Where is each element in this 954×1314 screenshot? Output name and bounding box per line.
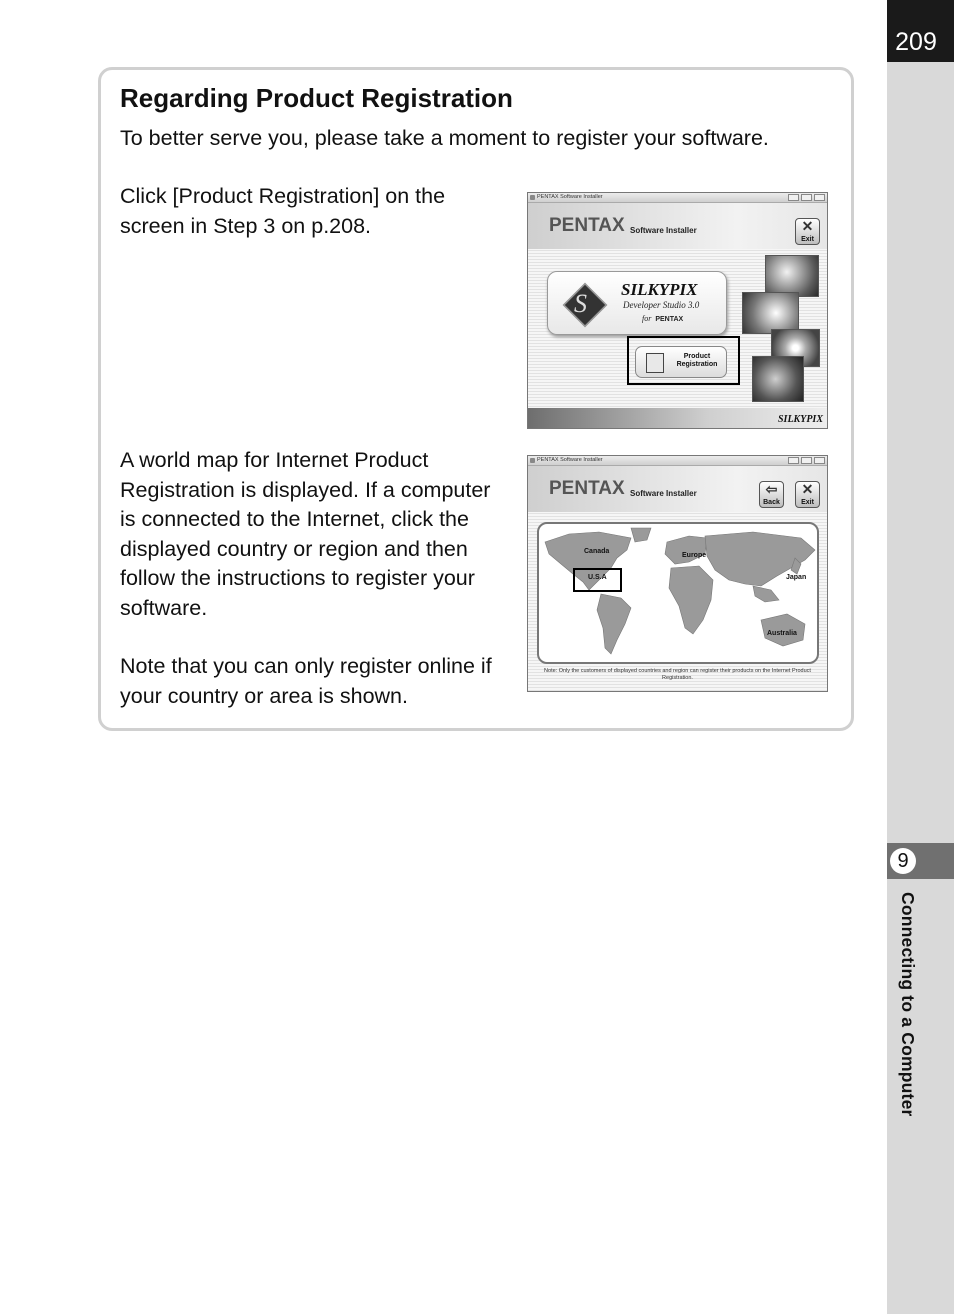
note-text: Note that you can only register online if your country or area is shown.: [120, 654, 492, 708]
exit-button[interactable]: [795, 218, 820, 245]
exit-button[interactable]: [795, 481, 820, 508]
pentax-logo: PENTAX: [549, 215, 625, 236]
region-canada[interactable]: Canada: [584, 548, 610, 555]
app-icon: [530, 195, 535, 200]
highlight-box: [573, 568, 622, 592]
silkypix-for: for PENTAX: [642, 314, 684, 323]
minimize-button[interactable]: [788, 194, 799, 201]
back-arrow-icon: ⇦: [765, 481, 778, 497]
europe-shape: [665, 536, 707, 564]
page-number: 209: [895, 28, 937, 56]
chapter-tab: [887, 843, 954, 879]
sample-photo-people: [742, 292, 799, 334]
southeast-asia-shape: [753, 586, 779, 602]
back-button[interactable]: [759, 481, 784, 508]
app-icon: [530, 458, 535, 463]
window-title: PENTAX Software Installer: [537, 194, 603, 200]
section-title: Regarding Product Registration: [120, 83, 513, 113]
region-australia[interactable]: Australia: [767, 630, 797, 637]
installer-subtitle: Software Installer: [630, 489, 697, 498]
close-window-button[interactable]: [814, 194, 825, 201]
minimize-button[interactable]: [788, 457, 799, 464]
exit-label: Exit: [801, 236, 814, 243]
installer-screenshot-map: [527, 455, 828, 692]
sample-photo-car: [752, 356, 804, 402]
silkypix-install-button[interactable]: S SILKYPIX Developer Studio 3.0 for PENTAX: [547, 271, 727, 335]
pentax-logo: PENTAX: [549, 478, 625, 499]
installer-screenshot-main: [527, 192, 828, 429]
window-title: PENTAX Software Installer: [537, 457, 603, 463]
region-japan[interactable]: Japan: [786, 574, 807, 581]
close-window-button[interactable]: [814, 457, 825, 464]
footer-band: [528, 408, 827, 428]
south-america-shape: [597, 594, 631, 654]
highlight-box: [627, 336, 740, 385]
chapter-title: [890, 892, 918, 1162]
back-label: Back: [763, 499, 780, 506]
installer-subtitle: Software Installer: [630, 226, 697, 235]
region-europe[interactable]: Europe: [682, 552, 707, 559]
maximize-button[interactable]: [801, 194, 812, 201]
world-map: [537, 522, 819, 664]
section-intro: To better serve you, please take a moment to register your software.: [120, 126, 769, 150]
step1-text: Click [Product Registration] on the screen in Step 3 on p.208.: [120, 184, 446, 238]
world-map-graphic: [539, 524, 819, 664]
africa-shape: [669, 566, 713, 634]
maximize-button[interactable]: [801, 457, 812, 464]
step2-text: A world map for Internet Product Registration is displayed. If a computer is connected to the Internet, click the displayed country or region and then follow the instructions to register your software.: [120, 448, 491, 620]
sample-photo-dog: [765, 255, 819, 297]
greenland-shape: [631, 528, 651, 542]
silkypix-name: SILKYPIX: [621, 280, 698, 299]
chapter-number: 9: [890, 848, 916, 874]
map-note: Note: Only the customers of displayed countries and region can register their products on the Internet Product Registration.: [544, 668, 811, 681]
chapter-title-text: Connecting to a Computer: [898, 892, 918, 1117]
close-icon: ✕: [801, 218, 814, 234]
exit-label: Exit: [801, 499, 814, 506]
product-registration-label: Product Registration: [676, 353, 718, 368]
window-titlebar: [528, 193, 827, 203]
page-number-box: [887, 0, 954, 62]
region-usa[interactable]: U.S.A: [588, 574, 607, 581]
silkypix-footer-logo: SILKYPIX: [777, 414, 823, 425]
window-titlebar: [528, 456, 827, 466]
silkypix-version: Developer Studio 3.0: [623, 300, 700, 310]
close-icon: ✕: [801, 481, 814, 497]
